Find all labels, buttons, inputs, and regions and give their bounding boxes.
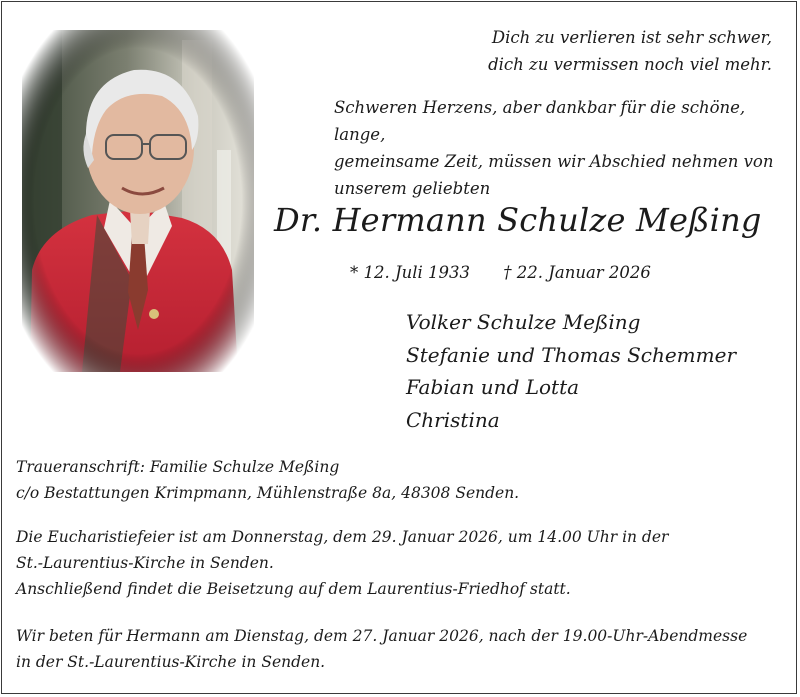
- mourner-item: Stefanie und Thomas Schemmer: [406, 342, 737, 367]
- mourner-item: Fabian und Lotta: [406, 375, 580, 399]
- intro-text: [334, 94, 784, 202]
- mourning-address: [16, 454, 791, 506]
- mourner-item: Volker Schulze Meßing: [406, 310, 641, 334]
- mass-line-1: Die Eucharistiefeier ist am Donnerstag, dem 29. Januar 2026, um 14.00 Uhr in der: [16, 528, 669, 546]
- intro-line-1: Schweren Herzens, aber dankbar für die schöne, lange,: [334, 98, 746, 144]
- mourners-list: [406, 306, 786, 436]
- address-line-1: Traueranschrift: Familie Schulze Meßing: [16, 458, 340, 476]
- funeral-mass-info: [16, 524, 791, 602]
- quote-line-2: dich zu vermissen noch viel mehr.: [488, 55, 772, 74]
- death-date: † 22. Januar 2026: [503, 263, 651, 282]
- prayer-info: [16, 623, 791, 675]
- address-line-2: c/o Bestattungen Krimpmann, Mühlenstraße 8a, 48308 Senden.: [16, 484, 520, 502]
- portrait-photo: [22, 30, 254, 372]
- mourner-item: Christina: [406, 407, 500, 432]
- mass-line-2: St.-Laurentius-Kirche in Senden.: [16, 554, 274, 572]
- deceased-name: Dr. Hermann Schulze Meßing: [274, 201, 762, 239]
- life-dates: [350, 260, 770, 286]
- memorial-quote: [412, 24, 772, 78]
- intro-line-3: unserem geliebten: [334, 179, 491, 198]
- intro-line-2: gemeinsame Zeit, müssen wir Abschied nehmen von: [334, 152, 774, 171]
- quote-line-1: Dich zu verlieren ist sehr schwer,: [491, 28, 772, 47]
- birth-date: * 12. Juli 1933: [350, 263, 471, 282]
- prayer-line-1: Wir beten für Hermann am Dienstag, dem 27. Januar 2026, nach der 19.00-Uhr-Abendmesse: [16, 627, 748, 645]
- prayer-line-2: in der St.-Laurentius-Kirche in Senden.: [16, 653, 326, 671]
- mass-line-3: Anschließend findet die Beisetzung auf dem Laurentius-Friedhof statt.: [16, 580, 571, 598]
